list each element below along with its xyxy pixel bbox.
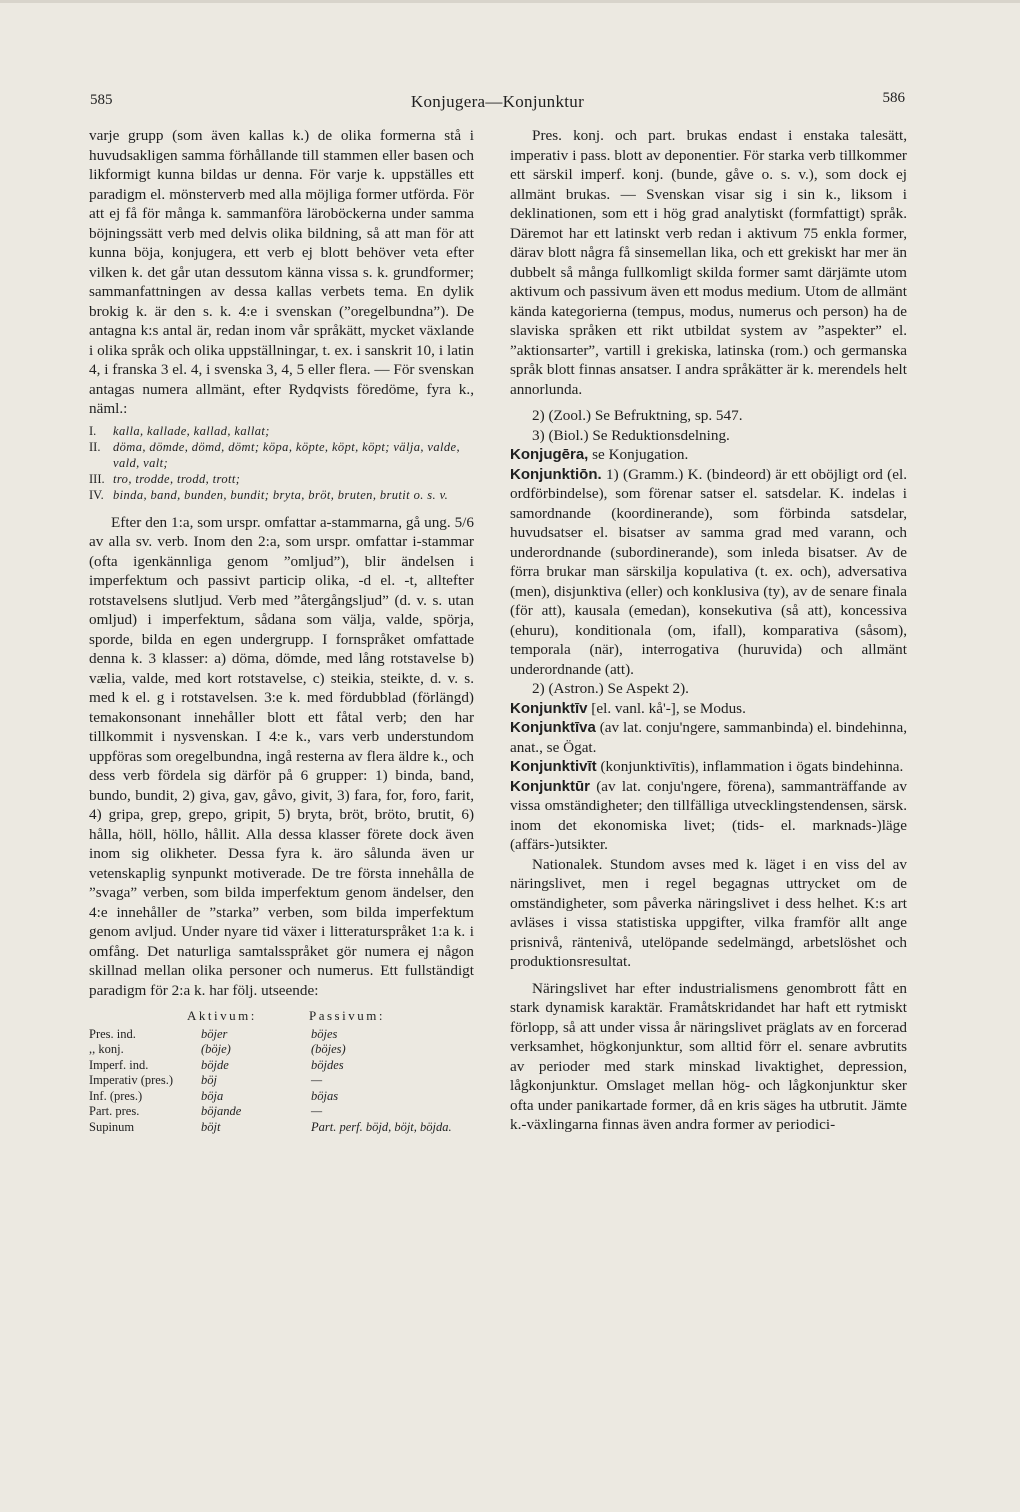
- entry-body: (konjunktivītis), inflammation i ögats bindehinna.: [600, 758, 904, 775]
- page-header: [90, 92, 905, 116]
- conjugation-item: [89, 471, 474, 487]
- conjugation-number: IV.: [89, 487, 104, 502]
- paradigm-passive: —: [311, 1073, 323, 1087]
- paradigm-row: [89, 1027, 474, 1043]
- conjugation-item: [89, 423, 474, 439]
- right-naringsliv-paragraph: Näringslivet har efter industrialismens genombrott fått en stark dynamisk karaktär. Framåtskridandet har haft ett rytmiskt förlopp, så att under vissa år näringslivet präglats av en forcerad verksamhet, högkonjunktur, som alltid förr el. senare avbrutits av perioder med stark minskad livaktighet, depression, lågkonjunktur. Omslaget mellan hög- och lågkonjunktur sker ofta under panikartade former, då en kris säges ha utbrutit. Jämte k.-växlingarna finnas även andra former av periodici-: [510, 979, 907, 1133]
- entry-headword: Konjunktūr: [510, 777, 590, 795]
- paradigm-active: böjde: [201, 1057, 229, 1072]
- entry-konjugera: [510, 445, 907, 465]
- conjugation-number: III.: [89, 471, 105, 486]
- paradigm-passive: —: [311, 1104, 323, 1118]
- paradigm-active: (böje): [201, 1042, 231, 1056]
- paradigm-header: [187, 1008, 474, 1024]
- paradigm-table: [89, 1008, 474, 1135]
- right-astron-ref: 2) (Astron.) Se Aspekt 2).: [532, 680, 689, 697]
- running-title: Konjugera—Konjunktur: [410, 92, 585, 111]
- entry-body: 1) (Gramm.) K. (bindeord) är ett oböjligt ord (el. ordförbindelse), som förenar satser el. satsdelar. K. indelas i samordnande (koordinerande), som förbinda satsdelar, huvudsatser el. bisatser av samma grad med varann, och underordnande (subordinerande), som inleda bisatser. Av de förra brukar man särskilja kopulativa (t. ex. och), adversativa (men), disjunktiva (eller) och konklusiva (ty), av de senare finala (för att), kausala (emedan), konsekutiva (så att), koncessiva (ehuru), konditionala (om, ifall), komparativa (såsom), temporala (när), interrogativa (huruvida) och allmänt underordnande (att).: [510, 465, 907, 678]
- entry-konjunktiv: [510, 699, 907, 719]
- paradigm-active: böja: [201, 1088, 224, 1103]
- paradigm-label: ,, konj.: [89, 1042, 124, 1056]
- paradigm-passive-heading: Passivum:: [309, 1008, 385, 1023]
- left-paragraph-1: varje grupp (som även kallas k.) de olika formerna stå i huvudsakligen samma förhållande till stammen eller basen och likformigt kunna bildas ur denna. För varje k. uppställes ett paradigm el. mönsterverb med alla möjliga former utförda. För att ej få för många k. sammanföra läroböckerna under samma böjningssätt verb med delvis olika bildning, så att man för att kunna böja, konjugera, ett verb ej blott behöver veta efter vilken k. det går utan dessutom känna vissa s. k. grundformer; sammanfattningen av dessa kallas verbets tema. En dylik brokig k. är den s. k. 4:e i svenskan (”oregelbundna”). De antagna k:s antal är, redan inom vår språkätt, mycket växlande i olika språk och olika uppställningar, t. ex. i sanskrit 10, i latin 4, i franska 3 el. 4, i svenska 3, 4, 5 eller flera. — För svenskan antagas numera allmänt, efter Rydqvists föredöme, fyra k., näml.:: [89, 127, 474, 417]
- entry-body: se Konjugation.: [592, 446, 689, 463]
- paradigm-passive: böjas: [311, 1088, 339, 1103]
- paradigm-active: böjt: [201, 1119, 221, 1134]
- paradigm-passive: böjes: [311, 1026, 338, 1041]
- conjugation-number: II.: [89, 439, 101, 454]
- paradigm-row: [89, 1042, 474, 1058]
- conjugation-forms: döma, dömde, dömd, dömt; köpa, köpte, köpt, köpt; välja, valde, vald, valt;: [113, 439, 461, 470]
- paradigm-passive: (böjes): [311, 1042, 346, 1056]
- conjugation-number: I.: [89, 423, 97, 438]
- paradigm-label: Part. pres.: [89, 1104, 140, 1118]
- entry-konjunktiva: [510, 718, 907, 757]
- paradigm-passive: Part. perf. böjd, böjt, böjda.: [311, 1119, 452, 1134]
- entry-body: [el. vanl. kå'-], se Modus.: [591, 699, 746, 717]
- paradigm-label: Imperativ (pres.): [89, 1073, 173, 1087]
- page-number-left: 585: [90, 92, 113, 108]
- entry-headword: Konjunktīv: [510, 699, 588, 717]
- paradigm-active: böj: [201, 1073, 217, 1087]
- entry-konjunktion: [510, 465, 907, 680]
- paradigm-passive: böjdes: [311, 1057, 344, 1072]
- paradigm-label: Imperf. ind.: [89, 1057, 149, 1072]
- right-paragraph-1: Pres. konj. och part. brukas endast i enstaka talesätt, imperativ i pass. blott av deponentier. För starka verb tillkommer ett särskil imperf. konj. (bunde, gåve o. s. v.), som dock ej allmänt brukas. — Svenskan visar sig i sin k., liksom i deklinationen, som ett i hög grad analytiskt (formfattigt) språk. Däremot har ett latinskt verb redan i aktivum 75 enkla former, därav blott några få sinsemellan lika, och ett grekiskt har mer än dubbelt så många fullkomligt skilda former samt därjämte utom aktivum och passivum även ett modus medium. Utom de allmänt kända kategorierna (tempus, modus, numerus och person) ha de slaviska språken ett rikt utbildat system av ”aspekter” el. ”aktionsarter”, vartill i grekiska, latinska (rom.) och germanska språk blott finnas ansatser. I andra språkätter är k. merendels helt annorlunda.: [510, 127, 907, 398]
- paradigm-active: böjande: [201, 1104, 242, 1118]
- entry-konjunktivit: [510, 757, 907, 777]
- entry-headword: Konjunktiōn.: [510, 465, 602, 483]
- paradigm-active-heading: Aktivum:: [187, 1008, 257, 1023]
- paradigm-row: [89, 1104, 474, 1120]
- right-nationalek-paragraph: Nationalek. Stundom avses med k. läget i en viss del av näringslivet, men i regel begagnas uttrycket om de omständigheter, som påverka näringslivet i dess helhet. K:s art avläses i vissa statistiska uppgifter, vilka framför allt ange prisnivå, räntenivå, utelöpande sedelmängd, arbetslöshet och produktionsresultat.: [510, 855, 907, 970]
- left-paragraph-2: Efter den 1:a, som urspr. omfattar a-stammarna, gå ung. 5/6 av alla sv. verb. Inom den 2:a, som urspr. omfattar i-stammar (ofta igenkännliga genom ”omljud”), blir ändelsen i imperfektum och passivt particip olika, -d el. -t, alltefter rotstavelsens slutljud. Verb med ”återgångsljud” (d. v. s. utan omljud) i imperfektum, sådana som välja, valde, spörja, sporde, bilda en egen undergrupp. I fornspråket omfattade denna k. 3 klasser: a) döma, dömde, med lång rotstavelse b) vælia, valde, med kort rotstavelse, c) steikia, steikte, d. v. s. med k el. g i rotstavelsen. 3:e k. med fördubblad (förlängd) temakonsonant innehåller blott ett fåtal verb; den har tillkommit i nysvenskan. I 4:e k., vars verb understundom uppföras som oregelbundna, ingå resterna av flera äldre k., och dess verb fördela sig därför på 6 grupper: 1) binda, band, bundo, bundit, 2) giva, gav, gåvo, givit, 3) fara, for, foro, farit, 4) gripa, grep, grepo, gripit, 5) bryta, bröt, bröto, brutit, 6) hålla, höll, höllo, hållit. Alla dessa klasser förete dock även inom sig olikheter. Dessa fyra k. äro sålunda även ur vetenskaplig synpunkt motiverade. De tre första innehålla de ”svaga” verben, som bilda imperfektum genom ändelser, den 4:e innehåller de ”starka” verben, som bilda imperfektum genom avljud. Under nyare tid växer i litteraturspråket 1:a k. i omfång. Det naturliga samtalsspråket gör numera ej någon skillnad mellan olika personer och numerus. Ett fullständigt paradigm för 2:a k. har följ. utseende:: [89, 513, 474, 999]
- paradigm-row: [89, 1089, 474, 1105]
- right-biol-ref: 3) (Biol.) Se Reduktionsdelning.: [532, 426, 730, 444]
- conjugation-item: [89, 439, 474, 471]
- conjugation-forms: kalla, kallade, kallad, kallat;: [113, 423, 270, 438]
- paradigm-active: böjer: [201, 1026, 228, 1041]
- paradigm-row: [89, 1120, 474, 1136]
- paradigm-label: Supinum: [89, 1119, 135, 1134]
- entry-body: (av lat. conju'ngere, förena), sammanträffande av vissa omständigheter; den tillfälliga utvecklingstendensen, särsk. inom det ekonomiska livet; (tids- el. marknads-)läge (affärs-)utsikter.: [510, 777, 907, 853]
- entry-headword: Konjunktīva: [510, 719, 596, 736]
- paradigm-label: Inf. (pres.): [89, 1088, 143, 1103]
- conjugation-forms: binda, band, bunden, bundit; bryta, bröt, bruten, brutit o. s. v.: [113, 487, 449, 502]
- page-number-right: 586: [882, 90, 905, 106]
- entry-headword: Konjunktivīt: [510, 758, 597, 775]
- entry-body: (av lat. conju'ngere, sammanbinda) el. bindehinna, anat., se Ögat.: [510, 719, 907, 756]
- right-column: [510, 126, 907, 1135]
- paradigm-row: [89, 1058, 474, 1074]
- entry-headword: Konjugēra,: [510, 446, 589, 463]
- conjugation-list: [89, 423, 474, 503]
- top-edge: [0, 0, 1020, 3]
- entry-konjunktur: [510, 777, 907, 855]
- paradigm-label: Pres. ind.: [89, 1026, 136, 1041]
- conjugation-forms: tro, trodde, trodd, trott;: [113, 471, 241, 486]
- conjugation-item: [89, 487, 474, 503]
- paradigm-row: [89, 1073, 474, 1089]
- left-column: [89, 126, 474, 1135]
- right-zool-ref: 2) (Zool.) Se Befruktning, sp. 547.: [532, 407, 743, 424]
